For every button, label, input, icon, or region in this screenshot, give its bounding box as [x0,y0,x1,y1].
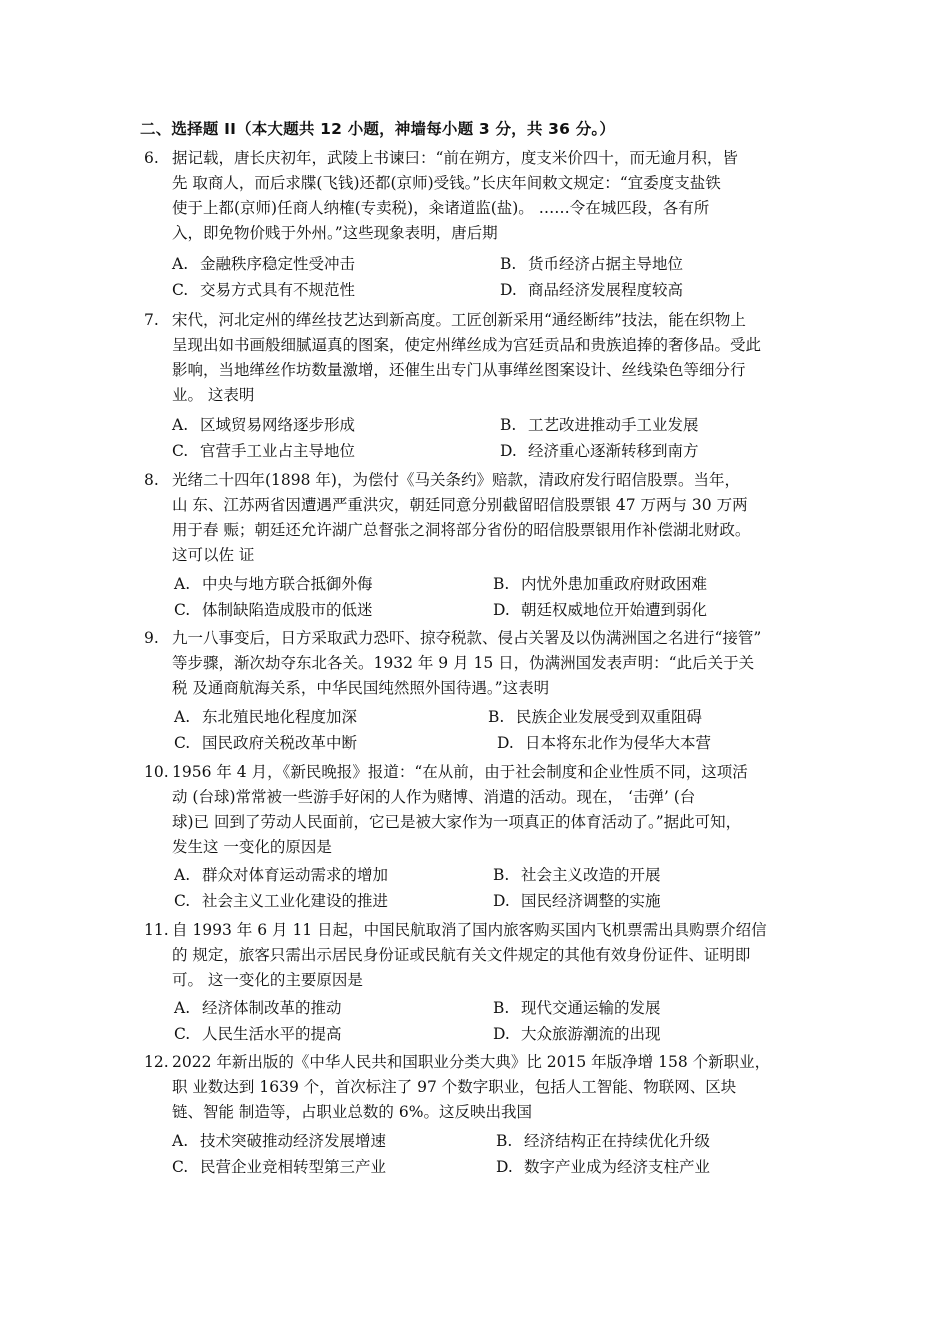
option-b[interactable] [500,251,683,277]
question-number: 8. [144,471,159,489]
option-label: B. [500,255,517,273]
option-text: 商品经济发展程度较高 [528,281,684,299]
option-b[interactable] [500,412,699,438]
option-label: B. [493,575,510,593]
option-d[interactable] [493,597,707,623]
option-text: 国民经济调整的实施 [521,892,661,910]
option-b[interactable] [493,571,707,597]
option-label: D. [493,892,510,910]
question-stem [172,626,822,701]
option-c[interactable] [174,730,357,756]
stem-line: 1956 年 4 月，《新民晚报》报道：“在从前，由于社会制度和企业性质不同，这项活 [172,763,748,781]
stem-line: 的 规定，旅客只需出示居民身份证或民航有关文件规定的其他有效身份证件、证明即 [172,946,751,964]
section-title: 二、选择题 II（本大题共 12 小题，神墙每小题 3 分，共 36 分。） [140,120,616,138]
option-a[interactable] [172,1128,386,1154]
option-d[interactable] [496,1154,710,1180]
option-label: B. [488,708,505,726]
option-d[interactable] [493,1021,661,1047]
stem-line: 先 取商人，而后求牒(飞钱)还都(京师)受钱。”长庆年间敕文规定：“宜委度支盐铁 [172,174,721,192]
option-text: 民营企业竞相转型第三产业 [200,1158,387,1176]
stem-line: 据记载，唐长庆初年，武陵上书谏曰：“前在朔方，度支米价四十，而无逾月积，皆 [172,149,738,167]
option-label: A. [172,1132,189,1150]
option-text: 内忧外患加重政府财政困难 [521,575,708,593]
option-d[interactable] [493,888,661,914]
option-c[interactable] [174,597,373,623]
question-number: 11. [144,921,169,939]
option-d[interactable] [500,438,699,464]
stem-line: 使于上都(京师)任商人纳榷(专卖税)，籴诸道监(盐)。 ……令在城匹段，各有所 [172,199,710,217]
option-text: 日本将东北作为侵华大本营 [525,734,712,752]
option-text: 社会主义改造的开展 [521,866,661,884]
option-label: C. [174,1025,191,1043]
option-text: 数字产业成为经济支柱产业 [524,1158,711,1176]
option-text: 大众旅游潮流的出现 [521,1025,661,1043]
option-text: 社会主义工业化建设的推进 [202,892,389,910]
question-stem [172,918,822,993]
question-stem [172,146,822,246]
stem-line: 这可以佐 证 [172,546,255,564]
option-a[interactable] [174,995,342,1021]
option-text: 民族企业发展受到双重阻碍 [516,708,703,726]
stem-line: 九一八事变后，日方采取武力恐吓、掠夺税款、侵占关署及以伪满洲国之名进行“接管” [172,629,762,647]
stem-line: 链、智能 制造等，占职业总数的 6%。这反映出我国 [172,1103,532,1121]
option-label: C. [174,734,191,752]
option-text: 交易方式具有不规范性 [200,281,356,299]
question-stem [172,760,822,860]
option-label: D. [493,1025,510,1043]
option-a[interactable] [174,571,373,597]
option-c[interactable] [172,277,355,303]
question-stem [172,308,822,408]
question-number: 7. [144,311,159,329]
option-label: C. [172,281,189,299]
option-text: 东北殖民地化程度加深 [202,708,358,726]
option-label: D. [500,281,517,299]
option-text: 朝廷权威地位开始遭到弱化 [521,601,708,619]
option-label: A. [172,255,189,273]
option-text: 工艺改进推动手工业发展 [528,416,699,434]
option-text: 货币经济占据主导地位 [528,255,684,273]
question-stem [172,1050,822,1125]
option-c[interactable] [172,1154,386,1180]
question-number: 6. [144,149,159,167]
option-a[interactable] [174,704,357,730]
option-label: D. [493,601,510,619]
option-text: 群众对体育运动需求的增加 [202,866,389,884]
option-a[interactable] [172,412,355,438]
option-label: B. [500,416,517,434]
option-label: A. [172,416,189,434]
option-b[interactable] [493,995,661,1021]
option-label: A. [174,866,191,884]
option-label: B. [493,866,510,884]
option-b[interactable] [496,1128,710,1154]
option-text: 人民生活水平的提高 [202,1025,342,1043]
stem-line: 用于春 赈；朝廷还允许湖广总督张之洞将部分省份的昭信股票银用作补偿湖北财政。 [172,521,751,539]
option-b[interactable] [488,704,702,730]
question-number: 12. [144,1053,169,1071]
option-c[interactable] [174,1021,342,1047]
stem-line: 业。 这表明 [172,386,255,404]
option-text: 金融秩序稳定性受冲击 [200,255,356,273]
option-label: C. [172,1158,189,1176]
option-label: C. [172,442,189,460]
option-a[interactable] [172,251,355,277]
stem-line: 入，即免物价贱于外州。”这些现象表明，唐后期 [172,224,498,242]
stem-line: 发生这 一变化的原因是 [172,838,332,856]
stem-line: 可。 这一变化的主要原因是 [172,971,363,989]
question-number: 9. [144,629,159,647]
stem-line: 山 东、江苏两省因遭遇严重洪灾，朝廷同意分别截留昭信股票银 47 万两与 30 万两 [172,496,748,514]
stem-line: 税 及通商航海关系，中华民国纯然照外国待遇。”这表明 [172,679,550,697]
option-a[interactable] [174,862,388,888]
stem-line: 2022 年新出版的《中华人民共和国职业分类大典》比 2015 年版净增 158 个新职业， [172,1053,771,1071]
stem-line: 宋代，河北定州的缂丝技艺达到新高度。工匠创新采用“通经断纬”技法，能在织物上 [172,311,746,329]
option-label: B. [496,1132,513,1150]
option-label: C. [174,892,191,910]
option-text: 经济重心逐渐转移到南方 [528,442,699,460]
option-text: 体制缺陷造成股市的低迷 [202,601,373,619]
option-label: D. [500,442,517,460]
option-text: 区域贸易网络逐步形成 [200,416,356,434]
option-label: D. [497,734,514,752]
option-c[interactable] [172,438,355,464]
stem-line: 呈现出如书画般细腻逼真的图案，使定州缂丝成为宫廷贡品和贵族追捧的奢侈品。受此 [172,336,762,354]
option-d[interactable] [497,730,711,756]
option-label: C. [174,601,191,619]
stem-line: 球)已 回到了劳动人民面前，它已是被大家作为一项真正的体育活动了。”据此可知， [172,813,742,831]
stem-line: 自 1993 年 6 月 11 日起，中国民航取消了国内旅客购买国内飞机票需出具购票介绍信 [172,921,767,939]
option-text: 经济体制改革的推动 [202,999,342,1017]
option-label: B. [493,999,510,1017]
option-text: 中央与地方联合抵御外侮 [202,575,373,593]
option-text: 技术突破推动经济发展增速 [200,1132,387,1150]
option-text: 现代交通运输的发展 [521,999,661,1017]
option-text: 经济结构正在持续优化升级 [524,1132,711,1150]
option-label: A. [174,575,191,593]
question-stem [172,468,822,568]
option-text: 国民政府关税改革中断 [202,734,358,752]
option-b[interactable] [493,862,661,888]
stem-line: 职 业数达到 1639 个，首次标注了 97 个数字职业，包括人工智能、物联网、区块 [172,1078,737,1096]
option-c[interactable] [174,888,388,914]
stem-line: 光绪二十四年(1898 年)，为偿付《马关条约》赔款，清政府发行昭信股票。当年， [172,471,740,489]
stem-line: 等步骤，渐次劫夺东北各关。1932 年 9 月 15 日，伪满洲国发表声明：“此后关于关 [172,654,755,672]
stem-line: 影响，当地缂丝作坊数量激增，还催生出专门从事缂丝图案设计、丝线染色等细分行 [172,361,746,379]
option-d[interactable] [500,277,683,303]
question-number: 10. [144,763,169,781]
option-text: 官营手工业占主导地位 [200,442,356,460]
option-label: D. [496,1158,513,1176]
stem-line: 动 (台球)常常被一些游手好闲的人作为赌博、消遣的活动。现在， ‘击弹’ (台 [172,788,696,806]
option-label: A. [174,708,191,726]
option-label: A. [174,999,191,1017]
